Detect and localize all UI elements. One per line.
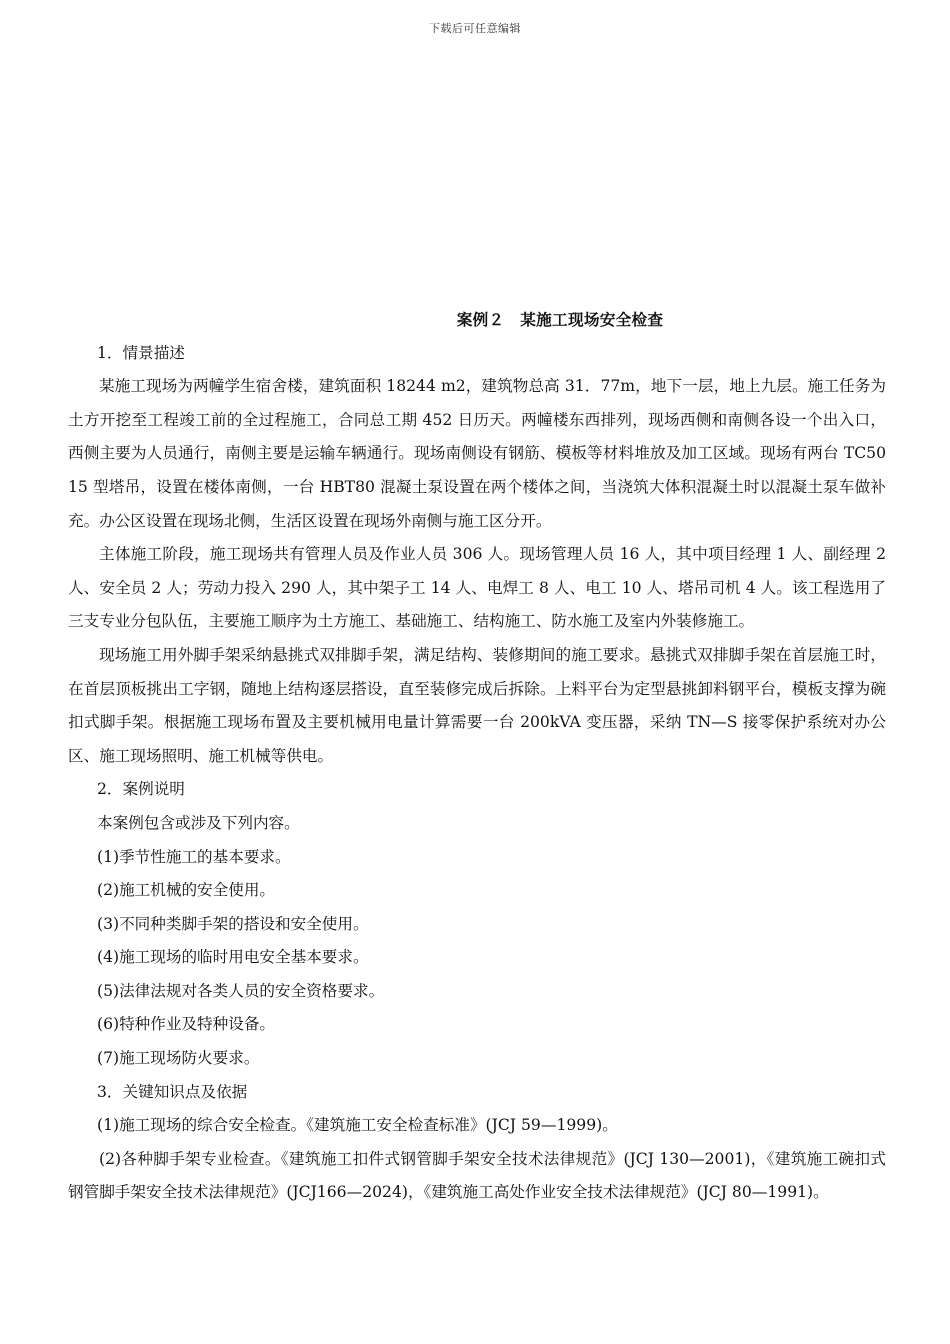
list-item: (3)不同种类脚手架的搭设和安全使用。	[97, 914, 369, 933]
document-body	[68, 303, 886, 1210]
section-heading-case-notes: 2．案例说明	[97, 780, 185, 799]
reference-item: (2)各种脚手架专业检查。《建筑施工扣件式钢管脚手架安全技术法律规范》(JCJ 130—2001)，《建筑施工碗扣式钢管脚手架安全技术法律规范》(JCJ166—2024)，《建筑施工高处作业安全技术法律规范》(JCJ 80—1991)。	[68, 1149, 886, 1202]
paragraph-scaffolding-power: 现场施工用外脚手架采纳悬挑式双排脚手架，满足结构、装修期间的施工要求。悬挑式双排脚手架在首层施工时，在首层顶板挑出工字钢，随地上结构逐层搭设，直至装修完成后拆除。上料平台为定型悬挑卸料钢平台，模板支撑为碗扣式脚手架。根据施工现场布置及主要机械用电量计算需要一台 200kVA 变压器，采纳 TN—S 接零保护系统对办公区、施工现场照明、施工机械等供电。	[68, 645, 886, 765]
list-item: (5)法律法规对各类人员的安全资格要求。	[97, 981, 385, 1000]
reference-item: (1)施工现场的综合安全检查。《建筑施工安全检查标准》(JCJ 59—1999)。	[97, 1116, 618, 1135]
list-item: (6)特种作业及特种设备。	[97, 1015, 276, 1034]
paragraph-site-overview: 某施工现场为两幢学生宿舍楼，建筑面积 18244 m2，建筑物总高 31．77m，地下一层，地上九层。施工任务为土方开挖至工程竣工前的全过程施工，合同总工期 452 日历天。两幢楼东西排列，现场西侧和南侧各设一个出入口，西侧主要为人员通行，南侧主要是运输车辆通行。现场南侧设有钢筋、模板等材料堆放及加工区域。现场有两台 TC5015 型塔吊，设置在楼体南侧，一台 HBT80 混凝土泵设置在两个楼体之间，当浇筑大体积混凝土时以混凝土泵车做补充。办公区设置在现场北侧，生活区设置在现场外南侧与施工区分开。	[68, 377, 886, 530]
list-item: (7)施工现场防火要求。	[97, 1049, 260, 1068]
section-heading-scenario: 1．情景描述	[97, 343, 185, 362]
list-item: (2)施工机械的安全使用。	[97, 881, 276, 900]
list-item: (1)季节性施工的基本要求。	[97, 847, 291, 866]
paragraph-personnel: 主体施工阶段，施工现场共有管理人员及作业人员 306 人。现场管理人员 16 人，其中项目经理 1 人、副经理 2 人、安全员 2 人；劳动力投入 290 人，其中架子工 14 人、电焊工 8 人、电工 10 人、塔吊司机 4 人。该工程选用了三支专业分包队伍，主要施工顺序为土方施工、基础施工、结构施工、防水施工及室内外装修施工。	[68, 545, 886, 631]
case-title: 案例２ 某施工现场安全检查	[456, 310, 664, 329]
section-intro: 本案例包含或涉及下列内容。	[97, 813, 300, 832]
section-heading-key-points: 3．关键知识点及依据	[97, 1082, 248, 1101]
download-note: 下载后可任意编辑	[429, 22, 521, 35]
list-item: (4)施工现场的临时用电安全基本要求。	[97, 948, 369, 967]
